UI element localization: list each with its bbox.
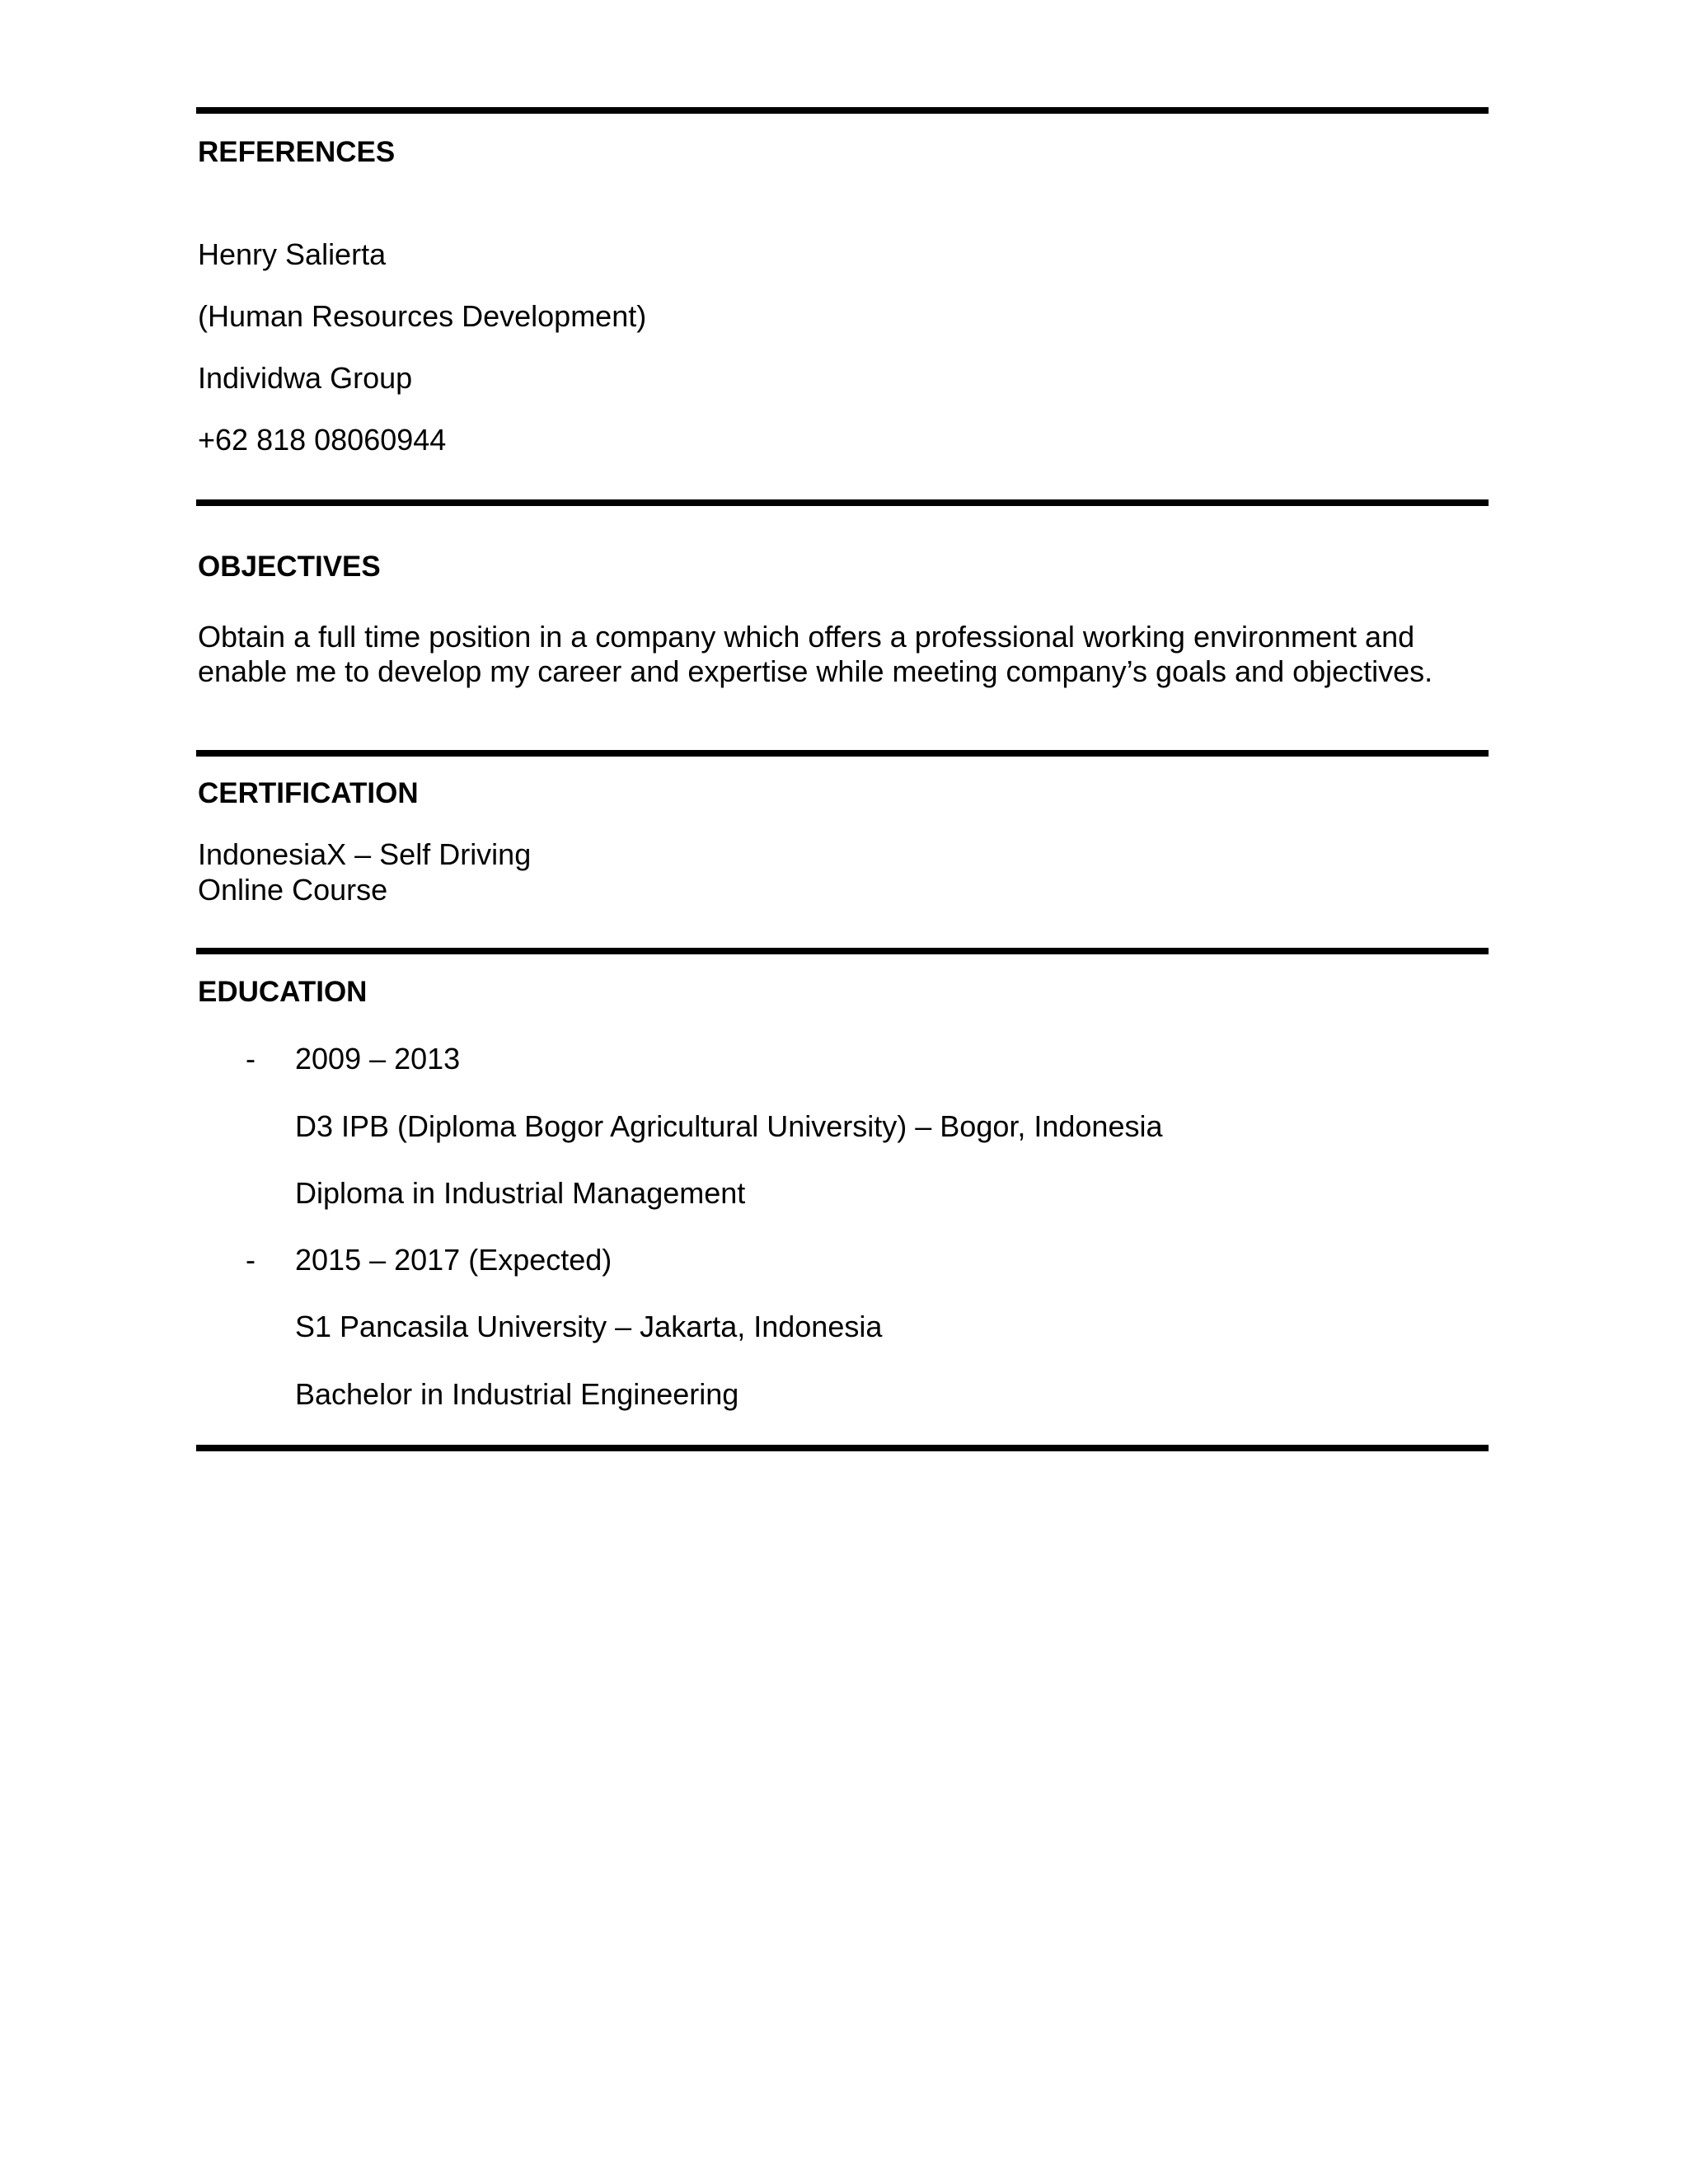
education-institution: D3 IPB (Diploma Bogor Agricultural University) – Bogor, Indonesia (295, 1109, 1163, 1143)
certification-heading: CERTIFICATION (198, 777, 419, 809)
section-divider (196, 948, 1489, 954)
certification-line-1: IndonesiaX – Self Driving (198, 837, 532, 871)
education-bullet: - (246, 1042, 256, 1076)
reference-company: Individwa Group (198, 361, 413, 395)
section-divider (196, 107, 1489, 114)
education-years: 2015 – 2017 (Expected) (295, 1243, 612, 1277)
reference-phone: +62 818 08060944 (198, 423, 447, 457)
objectives-line-1: Obtain a full time position in a company which offers a professional working environment and (198, 620, 1415, 654)
education-heading: EDUCATION (198, 976, 368, 1008)
education-years: 2009 – 2013 (295, 1042, 461, 1076)
reference-role: (Human Resources Development) (198, 299, 647, 333)
certification-line-2: Online Course (198, 873, 388, 907)
objectives-line-2: enable me to develop my career and expertise while meeting company’s goals and objectives. (198, 654, 1433, 688)
education-degree: Diploma in Industrial Management (295, 1176, 746, 1210)
education-degree: Bachelor in Industrial Engineering (295, 1377, 739, 1411)
education-bullet: - (246, 1243, 256, 1277)
section-divider (196, 750, 1489, 757)
references-heading: REFERENCES (198, 136, 396, 168)
section-divider (196, 1445, 1489, 1451)
reference-name: Henry Salierta (198, 237, 387, 271)
objectives-heading: OBJECTIVES (198, 551, 381, 583)
section-divider (196, 499, 1489, 506)
education-institution: S1 Pancasila University – Jakarta, Indonesia (295, 1310, 883, 1343)
